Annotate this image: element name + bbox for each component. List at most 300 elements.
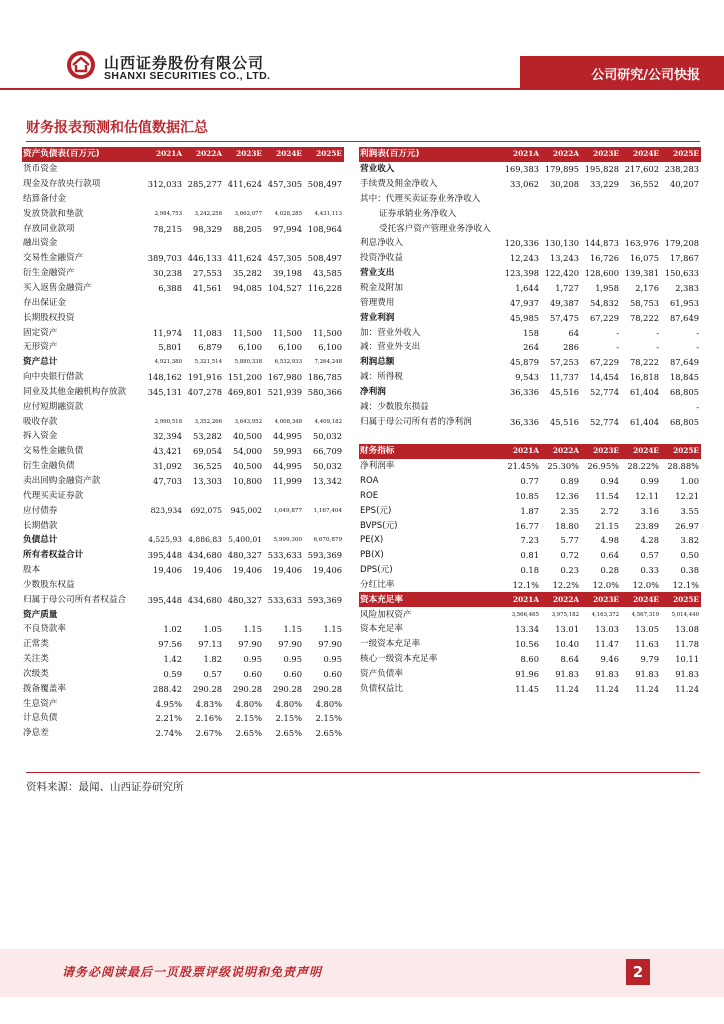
cell-value	[184, 518, 224, 533]
section-label: 公司研究/公司快报	[591, 68, 700, 83]
cell-value: 4,525,93	[148, 535, 182, 545]
cell-value: 59,993	[272, 446, 302, 457]
cell-value: 11.63	[635, 639, 659, 650]
cell-value: 144,873	[584, 238, 619, 249]
cell-value: 78,215	[152, 223, 182, 234]
table-row	[359, 370, 701, 385]
cell-value	[264, 577, 304, 592]
page-number: 2	[626, 959, 650, 985]
cell-value: 1.87	[520, 505, 539, 516]
cell-value: 17,867	[669, 253, 699, 264]
cell-value: 45,879	[509, 357, 539, 368]
cell-value: 87,649	[669, 357, 699, 368]
table-row	[359, 667, 701, 682]
cell-value	[581, 192, 621, 207]
cell-value	[144, 488, 184, 503]
cell-value: 580,366	[307, 386, 342, 397]
table-row	[22, 251, 344, 266]
table-row	[22, 385, 344, 400]
cell-value: 30,208	[549, 179, 579, 190]
cell-value: 69,054	[192, 446, 222, 457]
cell-value: 27,553	[192, 268, 222, 279]
row-label: 同业及其他金融机构存放款	[23, 386, 127, 397]
table-row	[22, 310, 344, 325]
cell-value: 13,303	[192, 475, 222, 486]
cell-value	[304, 236, 344, 251]
cell-value: 1.00	[680, 475, 699, 486]
cell-value: 13,342	[312, 475, 342, 486]
table-row	[359, 414, 701, 429]
cell-value: 7.23	[520, 535, 539, 546]
cell-value	[621, 221, 661, 236]
cell-value	[144, 607, 184, 622]
cell-value: 692,075	[190, 505, 222, 515]
cell-value: 10.56	[515, 639, 539, 650]
cell-value: 10.85	[515, 490, 539, 501]
cell-value: 2.35	[560, 505, 579, 516]
table-row	[359, 192, 701, 207]
cell-value: -	[616, 327, 619, 338]
cell-value: 0.23	[560, 565, 579, 576]
cell-value	[224, 577, 264, 592]
cell-value: 6,532,933	[274, 359, 302, 366]
cell-value	[264, 310, 304, 325]
cell-value: 4.80%	[275, 698, 302, 709]
cell-value: 480,327	[227, 550, 262, 561]
cell-value: 54,000	[232, 446, 262, 457]
cell-value: 97.13	[198, 639, 222, 650]
cell-value	[224, 295, 264, 310]
cell-value: 0.89	[560, 475, 579, 486]
cell-value: 68,805	[669, 386, 699, 397]
cell-value: 0.38	[680, 565, 699, 576]
balance-sheet-table	[22, 147, 344, 741]
cell-value: 14,454	[589, 372, 619, 383]
cell-value: 2.21%	[155, 713, 182, 724]
cell-value	[184, 236, 224, 251]
cell-value	[581, 221, 621, 236]
cell-value: 88,205	[232, 223, 262, 234]
cell-value	[224, 162, 264, 177]
cell-value	[144, 236, 184, 251]
row-label: 正常类	[23, 639, 49, 650]
cell-value: 67,229	[589, 357, 619, 368]
cell-value: 40,207	[669, 179, 699, 190]
table-row	[22, 592, 344, 607]
year-header: 2024E	[621, 444, 661, 459]
cell-value: 104,527	[267, 283, 302, 294]
row-label: 生息资产	[23, 698, 58, 709]
cell-value: 116,228	[307, 283, 342, 294]
cell-value: 4.80%	[315, 698, 342, 709]
row-label: 净利润率	[360, 461, 395, 472]
row-label: 所有者权益合计	[23, 550, 84, 561]
cell-value: 2.65%	[275, 728, 302, 739]
row-label: 代理买卖证券款	[23, 490, 84, 501]
cell-value	[541, 206, 581, 221]
table-row	[22, 503, 344, 518]
table-row	[22, 414, 344, 429]
cell-value: 4,028,285	[274, 210, 302, 217]
cell-value: 45,985	[509, 312, 539, 323]
cell-value: 480,327	[227, 594, 262, 605]
row-label: 资产负债率	[360, 668, 403, 679]
row-label: 货币资金	[23, 164, 58, 175]
table-row	[22, 236, 344, 251]
cell-value: 61,953	[669, 297, 699, 308]
cell-value	[264, 607, 304, 622]
cell-value: -	[696, 342, 699, 353]
cell-value: 36,336	[509, 386, 539, 397]
table-header-label: 利润表(百万元)	[359, 147, 501, 162]
cell-value: 521,939	[267, 386, 302, 397]
cell-value: 4,008,348	[274, 418, 302, 425]
cell-value: 395,448	[147, 594, 182, 605]
cell-value	[224, 236, 264, 251]
table-row	[359, 177, 701, 192]
year-header: 2025E	[304, 147, 344, 162]
cell-value: 41,561	[192, 283, 222, 294]
cell-value: 533,633	[267, 594, 302, 605]
row-label: 受托客户资产管理业务净收入	[379, 223, 491, 234]
cell-value: 11.24	[635, 683, 659, 694]
cell-value	[224, 488, 264, 503]
table-row	[22, 548, 344, 563]
cell-value: 1.42	[163, 654, 182, 665]
cell-value: 593,369	[307, 594, 342, 605]
cell-value: -	[696, 327, 699, 338]
table-row	[359, 221, 701, 236]
cell-value: 39,198	[272, 268, 302, 279]
cell-value	[661, 221, 701, 236]
table-row	[359, 681, 701, 696]
cell-value: 285,277	[187, 179, 222, 190]
table-row	[22, 399, 344, 414]
cell-value: 12.11	[635, 490, 659, 501]
cell-value: 457,305	[267, 253, 302, 264]
cell-value: 16,075	[629, 253, 659, 264]
row-label: 卖出回购金融资产款	[23, 475, 101, 486]
row-label: 一级资本充足率	[360, 639, 421, 650]
cell-value	[304, 192, 344, 207]
cell-value: 47,703	[152, 475, 182, 486]
row-label: DPS(元)	[360, 565, 393, 576]
cell-value: 0.81	[520, 550, 539, 561]
cell-value: 6,879	[198, 342, 222, 353]
row-label: 长期借款	[23, 520, 58, 531]
cell-value: 4,921,380	[154, 359, 182, 366]
cell-value: 2,984,753	[154, 210, 182, 217]
cell-value	[304, 488, 344, 503]
cell-value: 0.57	[640, 550, 659, 561]
cell-value: 4.83%	[195, 698, 222, 709]
cell-value: 434,680	[187, 594, 222, 605]
table-row	[22, 607, 344, 622]
cell-value: 91.96	[515, 668, 539, 679]
year-header: 2021A	[501, 147, 541, 162]
page-header	[0, 0, 724, 95]
cell-value: 191,916	[187, 372, 222, 383]
table-row	[22, 696, 344, 711]
row-label: 分红比率	[360, 579, 395, 590]
cell-value	[144, 192, 184, 207]
cell-value	[304, 577, 344, 592]
cell-value	[144, 162, 184, 177]
row-label: 存放同业款项	[23, 223, 75, 234]
table-header-row	[359, 592, 701, 607]
cell-value: 28.88%	[667, 461, 699, 472]
row-label: 营业利润	[360, 312, 395, 323]
cell-value: 13.34	[515, 624, 539, 635]
year-header: 2022A	[541, 592, 581, 607]
spacer-row	[359, 429, 701, 444]
table-row	[359, 399, 701, 414]
cell-value: 13.05	[635, 624, 659, 635]
table-row	[359, 340, 701, 355]
cell-value: 2.15%	[235, 713, 262, 724]
row-label: 加：营业外收入	[360, 327, 421, 338]
page-title: 财务报表预测和估值数据汇总	[26, 120, 208, 136]
cell-value: 11,999	[272, 475, 302, 486]
cell-value: 2.65%	[235, 728, 262, 739]
cell-value: 288.42	[152, 683, 182, 694]
year-header: 2022A	[541, 147, 581, 162]
cell-value: 3.55	[680, 505, 699, 516]
cell-value: 0.18	[520, 565, 539, 576]
year-header: 2022A	[184, 147, 224, 162]
row-label: ROE	[360, 490, 379, 501]
year-header: 2023E	[224, 147, 264, 162]
table-row	[359, 162, 701, 177]
source-divider	[26, 772, 700, 773]
table-row	[22, 355, 344, 370]
cell-value: 16.77	[515, 520, 539, 531]
cell-value	[501, 206, 541, 221]
cell-value: 19,406	[312, 565, 342, 576]
row-label: 长期股权投资	[23, 312, 75, 323]
cell-value: 26.95%	[587, 461, 619, 472]
cell-value	[541, 221, 581, 236]
cell-value: 1,644	[515, 283, 539, 294]
cell-value	[581, 399, 621, 414]
cell-value	[144, 518, 184, 533]
row-label: 资产质量	[23, 609, 58, 620]
cell-value: 167,980	[267, 372, 302, 383]
cell-value	[144, 399, 184, 414]
cell-value	[144, 577, 184, 592]
cell-value: 40,500	[232, 461, 262, 472]
cell-value: 18.80	[555, 520, 579, 531]
cell-value	[264, 488, 304, 503]
cell-value: 533,633	[267, 550, 302, 561]
row-label: 利息净收入	[360, 238, 403, 249]
cell-value	[304, 295, 344, 310]
table-row	[22, 266, 344, 281]
cell-value: 19,406	[232, 565, 262, 576]
cell-value: 1,049,877	[273, 507, 302, 514]
cell-value: 10.40	[555, 639, 579, 650]
cell-value: 32,394	[152, 431, 182, 442]
cell-value: 47,937	[509, 297, 539, 308]
cell-value: 120,336	[504, 238, 539, 249]
cell-value: 122,420	[544, 268, 579, 279]
cell-value: 19,406	[152, 565, 182, 576]
cell-value: 53,282	[192, 431, 222, 442]
cell-value: 186,785	[307, 372, 342, 383]
table-row	[22, 681, 344, 696]
year-header: 2024E	[621, 147, 661, 162]
cell-value: 97,994	[272, 223, 302, 234]
cell-value: 290.28	[232, 683, 262, 694]
cell-value: 130,130	[544, 238, 579, 249]
row-label: EPS(元)	[360, 505, 392, 516]
cell-value: 1.15	[283, 624, 302, 635]
cell-value: 312,033	[147, 179, 182, 190]
cell-value: 40,500	[232, 431, 262, 442]
cell-value: 290.28	[192, 683, 222, 694]
table-row	[359, 518, 701, 533]
cell-value	[224, 518, 264, 533]
table-row	[22, 711, 344, 726]
row-label: PB(X)	[360, 550, 384, 561]
cell-value: 5,999,300	[273, 537, 302, 544]
cell-value: 4,886,83	[188, 535, 222, 545]
cell-value	[224, 399, 264, 414]
table-header-row	[22, 147, 344, 162]
row-label: 拨备覆盖率	[23, 683, 66, 694]
cell-value: 94,085	[232, 283, 262, 294]
table-row	[22, 340, 344, 355]
table-row	[359, 251, 701, 266]
cell-value	[264, 192, 304, 207]
cell-value: 12.36	[555, 490, 579, 501]
cell-value: 469,801	[227, 386, 262, 397]
cell-value: 11,500	[272, 327, 302, 338]
cell-value: 593,369	[307, 550, 342, 561]
cell-value: 2,383	[675, 283, 699, 294]
cell-value: 50,032	[312, 431, 342, 442]
row-label: 证券承销业务净收入	[379, 208, 457, 219]
cell-value: 508,497	[307, 179, 342, 190]
cell-value: 2.16%	[195, 713, 222, 724]
row-label: 次级类	[23, 668, 49, 679]
table-row	[22, 652, 344, 667]
cell-value	[144, 310, 184, 325]
year-header: 2025E	[661, 444, 701, 459]
cell-value: -	[696, 401, 699, 412]
company-name-cn: 山西证券股份有限公司	[104, 54, 265, 72]
cell-value: 78,222	[629, 357, 659, 368]
table-header-row	[359, 147, 701, 162]
cell-value: 52,774	[589, 416, 619, 427]
cell-value: 0.60	[323, 668, 342, 679]
cell-value: 61,404	[629, 386, 659, 397]
cell-value: 9.79	[640, 654, 659, 665]
table-row	[22, 162, 344, 177]
cell-value: 12.1%	[672, 579, 699, 590]
cell-value: 98,329	[192, 223, 222, 234]
year-header: 2023E	[581, 444, 621, 459]
table-row	[22, 206, 344, 221]
cell-value: 4,567,319	[631, 611, 659, 618]
cell-value	[264, 236, 304, 251]
cell-value: 11.78	[675, 639, 699, 650]
cell-value	[224, 310, 264, 325]
cell-value	[304, 607, 344, 622]
cell-value: 123,398	[504, 268, 539, 279]
cell-value: 7,264,248	[314, 359, 342, 366]
cell-value: 2,176	[635, 283, 659, 294]
table-row	[22, 563, 344, 578]
cell-value: -	[656, 342, 659, 353]
table-row	[359, 206, 701, 221]
table-row	[22, 518, 344, 533]
row-label: 现金及存放央行款项	[23, 179, 101, 190]
row-label: 净利润	[360, 386, 386, 397]
cell-value: 12.0%	[632, 579, 659, 590]
cell-value: 33,062	[509, 179, 539, 190]
row-label: 负债权益比	[360, 683, 403, 694]
cell-value: 823,934	[150, 505, 182, 515]
row-label: 归属于母公司所有者的净利润	[360, 416, 472, 427]
row-label: 交易性金融负债	[23, 446, 84, 457]
cell-value: 0.59	[163, 668, 182, 679]
table-row	[22, 370, 344, 385]
cell-value: 78,222	[629, 312, 659, 323]
cell-value	[621, 192, 661, 207]
cell-value: 1,727	[555, 283, 579, 294]
cell-value: 158	[523, 327, 539, 338]
table-row	[22, 281, 344, 296]
cell-value	[264, 295, 304, 310]
cell-value: 411,624	[227, 179, 262, 190]
cell-value: 91.83	[635, 668, 659, 679]
table-row	[359, 281, 701, 296]
cell-value: 87,649	[669, 312, 699, 323]
cell-value: 13,243	[549, 253, 579, 264]
table-row	[22, 488, 344, 503]
cell-value: 0.95	[283, 654, 302, 665]
row-label: 衍生金融资产	[23, 268, 75, 279]
cell-value	[264, 518, 304, 533]
cell-value: 57,253	[549, 357, 579, 368]
cell-value: 434,680	[187, 550, 222, 561]
table-row	[22, 726, 344, 741]
cell-value: 0.33	[640, 565, 659, 576]
cell-value: 45,516	[549, 416, 579, 427]
cell-value: 13.08	[675, 624, 699, 635]
cell-value: 286	[563, 342, 579, 353]
cell-value: 91.83	[595, 668, 619, 679]
cell-value: 1.15	[243, 624, 262, 635]
year-header: 2023E	[581, 592, 621, 607]
cell-value	[184, 399, 224, 414]
cell-value: 19,406	[192, 565, 222, 576]
cell-value	[224, 192, 264, 207]
cell-value: 8.64	[560, 654, 579, 665]
cell-value: 395,448	[147, 550, 182, 561]
cell-value: 290.28	[272, 683, 302, 694]
cell-value: 26.97	[675, 520, 699, 531]
cell-value: 11.45	[515, 683, 539, 694]
table-row	[359, 563, 701, 578]
row-label: 应付债券	[23, 505, 58, 516]
cell-value	[304, 162, 344, 177]
cell-value: 3,662,077	[234, 210, 262, 217]
cell-value: 2.74%	[155, 728, 182, 739]
cell-value: 12.21	[675, 490, 699, 501]
table-row	[22, 533, 344, 548]
